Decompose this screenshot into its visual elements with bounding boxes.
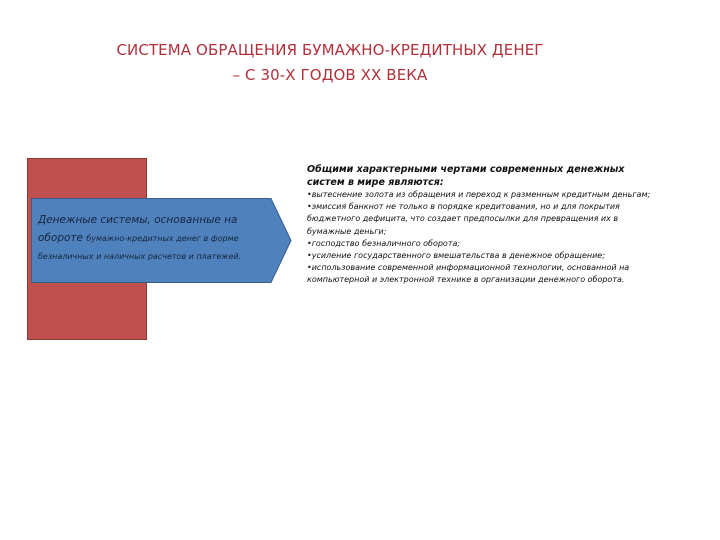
arrow-text [38,210,260,264]
list-item: •эмиссия банкнот не только в порядке кредитования, но и для покрытия бюджетного дефицита, что создает предпосылки для превращения их в бумажные деньги; [307,202,620,236]
features-list [307,189,662,287]
slide-title-line-2: – С 30-Х ГОДОВ XX ВЕКА [232,66,428,84]
features-heading: Общими характерными чертами современных денежных систем в мире являются: [307,164,625,188]
list-item: •использование современной информационной технологии, основанной на компьютерной и электронной технике в организации денежного оборота. [307,263,630,285]
slide-title [0,38,660,88]
list-item: •господство безналичного оборота; [307,238,461,248]
list-item: •усиление государственного вмешательства в денежное обращение; [307,251,605,261]
features-block [307,164,662,287]
arrow-rest-text: бумажно-кредитных денег в форме безналичных и наличных расчетов и платежей. [38,234,242,261]
slide-title-line-1: СИСТЕМА ОБРАЩЕНИЯ БУМАЖНО-КРЕДИТНЫХ ДЕНЕГ [116,41,544,59]
list-item: •вытеснение золота из обращения и переход к разменным кредитным деньгам; [307,190,651,199]
arrow-lead-text: Денежные системы, основанные на обороте [38,214,238,244]
